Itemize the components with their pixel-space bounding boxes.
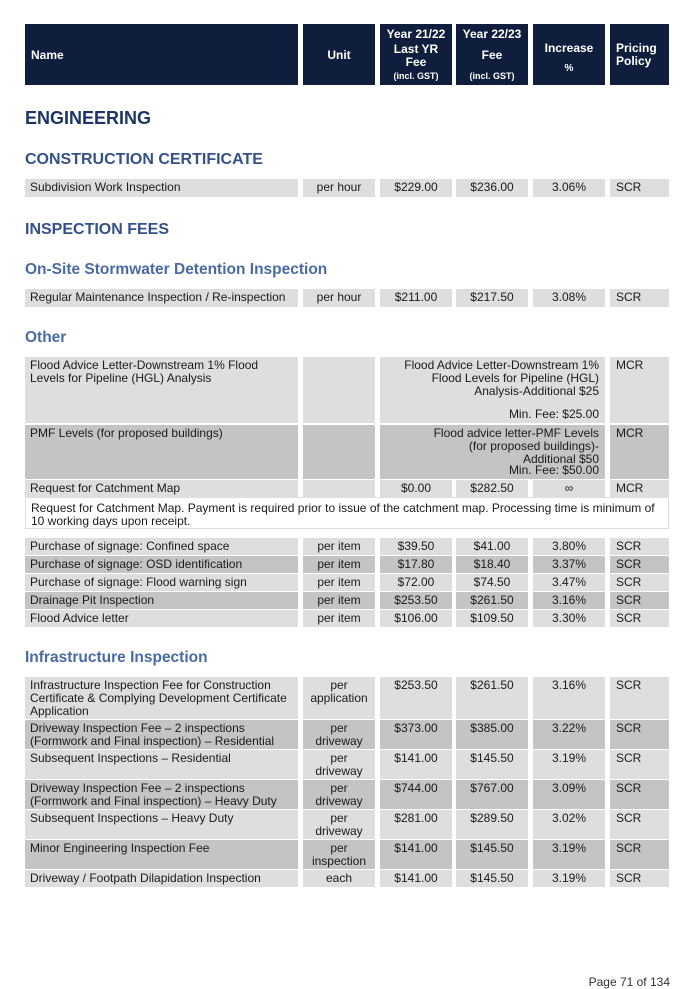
cell-unit: per item	[303, 610, 375, 627]
cell-name: Flood Advice Letter-Downstream 1% Flood Levels for Pipeline (HGL) Analysis	[25, 357, 298, 423]
cell-y1: $141.00	[380, 750, 452, 779]
cell-inc: 3.16%	[533, 677, 605, 719]
cell-y2: $767.00	[456, 780, 528, 809]
empty-unit-cell	[303, 425, 375, 479]
cell-pol: MCR	[610, 425, 669, 479]
cell-inc: 3.06%	[533, 179, 605, 197]
cell-unit: per driveway	[303, 720, 375, 749]
header-year1-last-yr: Last YR	[393, 42, 439, 56]
cell-name: Drainage Pit Inspection	[25, 592, 298, 609]
cell-name: Request for Catchment Map	[25, 480, 298, 497]
cell-pol: SCR	[610, 592, 669, 609]
cell-name: Driveway Inspection Fee – 2 inspections (Formwork and Final inspection) – Residential	[25, 720, 298, 749]
cell-name: Purchase of signage: OSD identification	[25, 556, 298, 573]
cell-y2: $145.50	[456, 870, 528, 887]
catchment-note: Request for Catchment Map. Payment is required prior to issue of the catchment map. Processing time is minimum of 10 working days upon receipt.	[25, 497, 669, 529]
cell-pol: SCR	[610, 677, 669, 719]
cell-unit: per driveway	[303, 810, 375, 839]
cell-inc: 3.19%	[533, 840, 605, 869]
cell-inc: 3.09%	[533, 780, 605, 809]
cell-inc: ∞	[533, 480, 605, 497]
cell-y1: $373.00	[380, 720, 452, 749]
header-year1-fee: Fee	[405, 55, 427, 69]
cell-y2: $385.00	[456, 720, 528, 749]
cell-name: Subsequent Inspections – Heavy Duty	[25, 810, 298, 839]
cell-inc: 3.19%	[533, 870, 605, 887]
cell-unit: per driveway	[303, 780, 375, 809]
cell-name: Regular Maintenance Inspection / Re-inspection	[25, 289, 298, 307]
cell-name: Subsequent Inspections – Residential	[25, 750, 298, 779]
section-inspection-fees: INSPECTION FEES	[25, 221, 170, 238]
section-engineering: ENGINEERING	[25, 108, 152, 128]
section-construction-certificate: CONSTRUCTION CERTIFICATE	[25, 151, 263, 168]
cell-y2: $145.50	[456, 750, 528, 779]
cell-name: Purchase of signage: Confined space	[25, 538, 298, 555]
header-year-2122: Year 21/22 Last YR Fee (incl. GST)	[380, 24, 452, 85]
merged-fee-cell: Flood advice letter-PMF Levels (for proposed buildings)-Additional $50 Min. Fee: $50.00	[380, 425, 605, 479]
section-other: Other	[25, 329, 67, 346]
cell-name: Driveway Inspection Fee – 2 inspections (Formwork and Final inspection) – Heavy Duty	[25, 780, 298, 809]
cell-y1: $106.00	[380, 610, 452, 627]
cell-y1: $17.80	[380, 556, 452, 573]
cell-y2: $261.50	[456, 592, 528, 609]
cell-name: PMF Levels (for proposed buildings)	[25, 425, 298, 479]
cell-pol: SCR	[610, 538, 669, 555]
cell-y1: $72.00	[380, 574, 452, 591]
cell-unit: per driveway	[303, 750, 375, 779]
cell-inc: 3.47%	[533, 574, 605, 591]
cell-pol: SCR	[610, 780, 669, 809]
cell-name: Infrastructure Inspection Fee for Construction Certificate & Complying Development Certificate Application	[25, 677, 298, 719]
cell-unit: per item	[303, 538, 375, 555]
header-increase: Increase %	[533, 24, 605, 85]
cell-pol: SCR	[610, 720, 669, 749]
cell-name: Purchase of signage: Flood warning sign	[25, 574, 298, 591]
cell-unit: per inspection	[303, 840, 375, 869]
cell-unit: per hour	[303, 289, 375, 307]
cell-y1: $0.00	[380, 480, 452, 497]
cell-y1: $211.00	[380, 289, 452, 307]
cell-unit	[303, 480, 375, 497]
cell-y1: $229.00	[380, 179, 452, 197]
cell-inc: 3.02%	[533, 810, 605, 839]
cell-pol: SCR	[610, 179, 669, 197]
cell-inc: 3.16%	[533, 592, 605, 609]
cell-y2: $282.50	[456, 480, 528, 497]
merged-fee-cell: Flood Advice Letter-Downstream 1% Flood Levels for Pipeline (HGL) Analysis-Additional $25 Min. Fee: $25.00	[380, 357, 605, 423]
cell-y2: $217.50	[456, 289, 528, 307]
cell-y1: $141.00	[380, 840, 452, 869]
cell-name: Minor Engineering Inspection Fee	[25, 840, 298, 869]
cell-name: Subdivision Work Inspection	[25, 179, 298, 197]
cell-y2: $109.50	[456, 610, 528, 627]
cell-inc: 3.30%	[533, 610, 605, 627]
cell-y1: $253.50	[380, 677, 452, 719]
section-infrastructure-inspection: Infrastructure Inspection	[25, 649, 208, 666]
cell-y1: $281.00	[380, 810, 452, 839]
header-unit: Unit	[303, 24, 375, 85]
cell-y2: $289.50	[456, 810, 528, 839]
cell-y1: $744.00	[380, 780, 452, 809]
section-onsite-stormwater: On-Site Stormwater Detention Inspection	[25, 261, 328, 278]
cell-pol: SCR	[610, 870, 669, 887]
cell-inc: 3.19%	[533, 750, 605, 779]
cell-inc: 3.37%	[533, 556, 605, 573]
cell-pol: SCR	[610, 289, 669, 307]
cell-unit: per application	[303, 677, 375, 719]
cell-inc: 3.22%	[533, 720, 605, 749]
cell-pol: SCR	[610, 750, 669, 779]
cell-pol: SCR	[610, 556, 669, 573]
cell-y2: $236.00	[456, 179, 528, 197]
cell-unit: each	[303, 870, 375, 887]
cell-unit: per item	[303, 556, 375, 573]
cell-unit: per hour	[303, 179, 375, 197]
cell-y1: $253.50	[380, 592, 452, 609]
cell-unit: per item	[303, 592, 375, 609]
cell-pol: SCR	[610, 810, 669, 839]
empty-unit-cell	[303, 357, 375, 423]
cell-y2: $41.00	[456, 538, 528, 555]
cell-y2: $261.50	[456, 677, 528, 719]
header-name: Name	[25, 24, 298, 85]
header-year-2223: Year 22/23 Fee (incl. GST)	[456, 24, 528, 85]
cell-name: Driveway / Footpath Dilapidation Inspection	[25, 870, 298, 887]
cell-pol: MCR	[610, 480, 669, 497]
cell-unit: per item	[303, 574, 375, 591]
page-number: Page 71 of 134	[588, 975, 670, 989]
cell-y2: $74.50	[456, 574, 528, 591]
header-pricing-policy: Pricing Policy	[610, 24, 669, 85]
cell-inc: 3.80%	[533, 538, 605, 555]
header-year2-fee: Fee	[481, 48, 503, 62]
cell-pol: MCR	[610, 357, 669, 423]
cell-inc: 3.08%	[533, 289, 605, 307]
cell-y2: $18.40	[456, 556, 528, 573]
cell-y1: $39.50	[380, 538, 452, 555]
cell-y1: $141.00	[380, 870, 452, 887]
cell-pol: SCR	[610, 610, 669, 627]
cell-pol: SCR	[610, 574, 669, 591]
cell-pol: SCR	[610, 840, 669, 869]
cell-y2: $145.50	[456, 840, 528, 869]
cell-name: Flood Advice letter	[25, 610, 298, 627]
